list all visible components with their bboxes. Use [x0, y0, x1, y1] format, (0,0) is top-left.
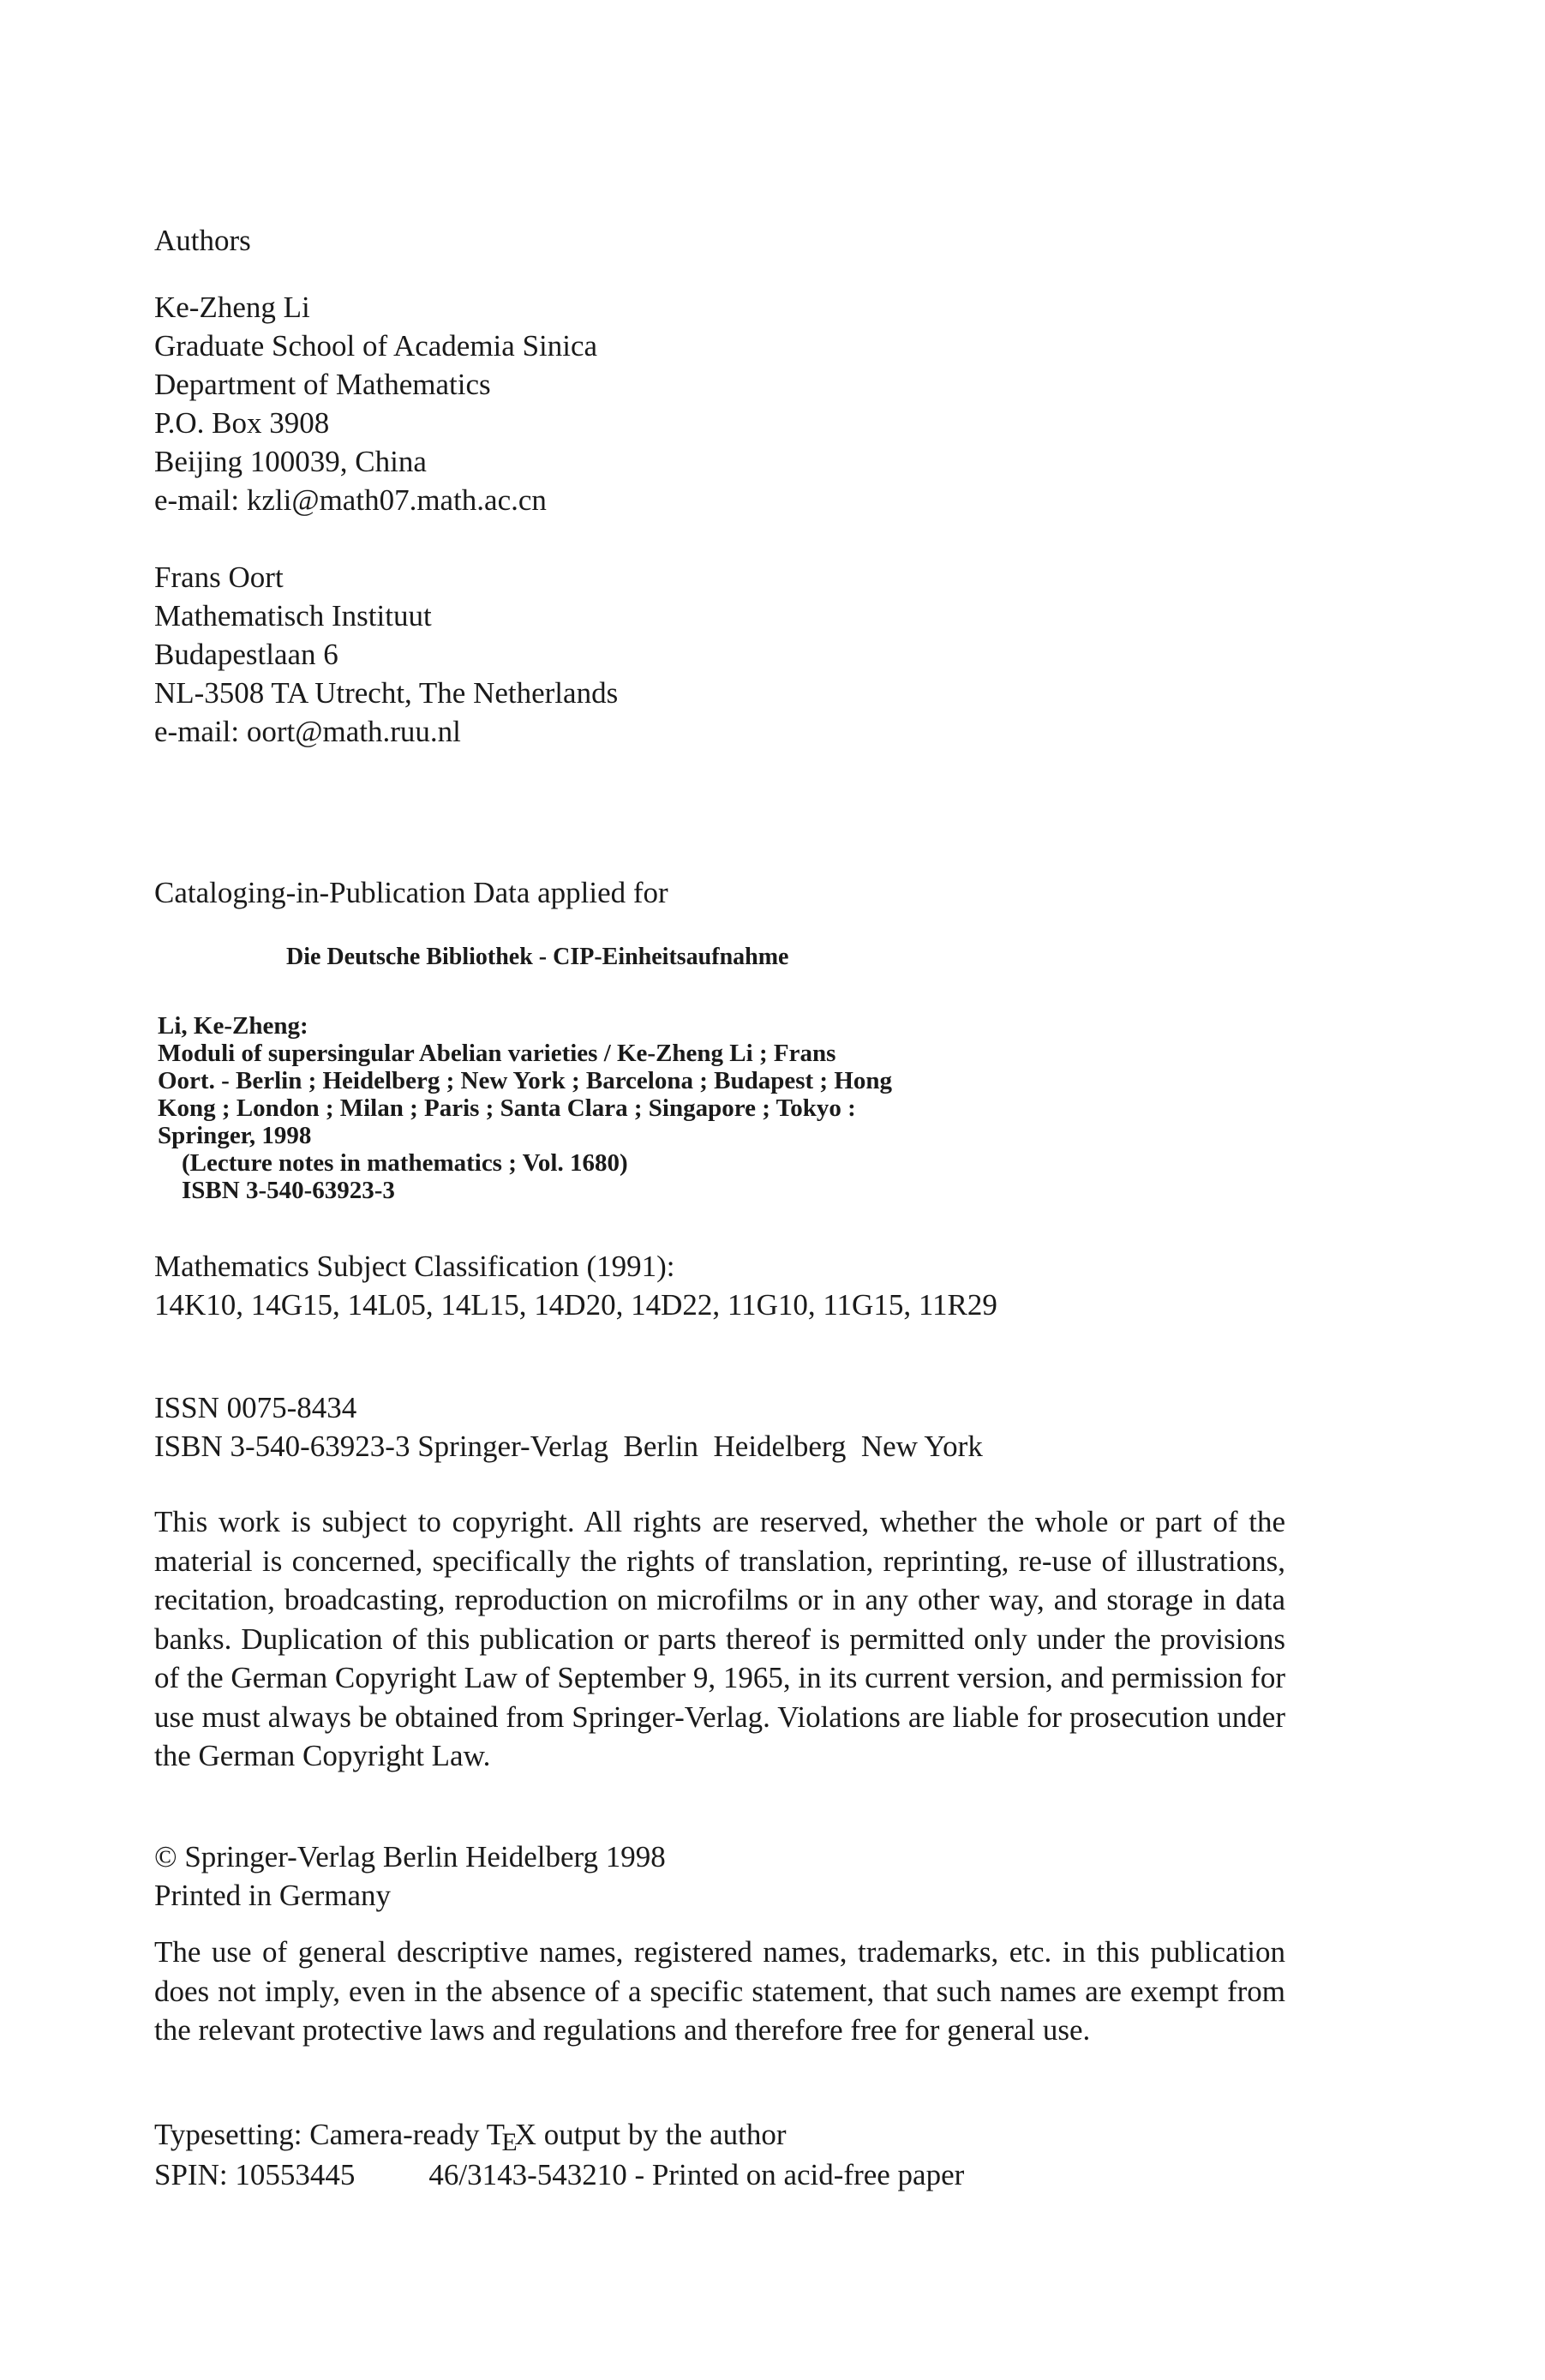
cip-series: (Lecture notes in mathematics ; Vol. 1680) [182, 1149, 628, 1177]
author-address-line: Budapestlaan 6 [154, 638, 338, 671]
tex-logo-t: T [486, 2118, 505, 2151]
issn: ISSN 0075-8434 [154, 1391, 357, 1424]
spin-label: SPIN: 10553445 [154, 2158, 356, 2191]
issn-isbn [154, 1388, 983, 1466]
cip-isbn: ISBN 3-540-63923-3 [182, 1177, 395, 1204]
cip-line: Springer, 1998 [158, 1122, 312, 1149]
author-block-li [154, 288, 597, 519]
cataloging-note [154, 873, 668, 912]
trademark-statement: The use of general descriptive names, registered names, trademarks, etc. in this publication does not imply, even in the absence of a specific statement, that such names are exempt from the relevant protective laws and regulations and therefore free for general use. [154, 1935, 1285, 2047]
tex-logo [486, 2118, 536, 2156]
author-name: Ke-Zheng Li [154, 291, 310, 324]
author-address-line: P.O. Box 3908 [154, 406, 330, 440]
cip-line: Oort. - Berlin ; Heidelberg ; New York ; Barcelona ; Budapest ; Hong [158, 1067, 893, 1094]
typesetting-prefix: Typesetting: Camera-ready [154, 2118, 487, 2151]
isbn: ISBN 3-540-63923-3 Springer-Verlag Berlin Heidelberg New York [154, 1430, 983, 1463]
author-address-line: NL-3508 TA Utrecht, The Netherlands [154, 676, 619, 710]
author-email: e-mail: oort@math.ruu.nl [154, 715, 461, 748]
typesetting-line [154, 2115, 964, 2155]
production-info [154, 2115, 964, 2194]
copyright-statement: This work is subject to copyright. All rights are reserved, whether the whole or part of the material is concerned, specifically the rights of translation, reprinting, re-use of illustrations, recitation, broadcasting, reproduction on microfilms or in any other way, and storage in data banks. Duplication of this publication or parts thereof is permitted only under the provisions of the German Copyright Law of September 9, 1965, in its current version, and permission for use must always be obtained from Springer-Verlag. Violations are liable for prosecution under the German Copyright Law. [154, 1505, 1285, 1772]
spin-line [154, 2155, 964, 2194]
cataloging-note-text: Cataloging-in-Publication Data applied for [154, 876, 668, 909]
tex-logo-e: E [501, 2127, 518, 2156]
copyright-notice [154, 1837, 666, 1915]
tex-logo-x: X [514, 2118, 536, 2151]
spin-number: 46/3143-543210 - Printed on acid-free paper [428, 2158, 965, 2191]
author-address-line: Graduate School of Academia Sinica [154, 329, 598, 363]
author-name: Frans Oort [154, 561, 284, 594]
classification-codes: 14K10, 14G15, 14L05, 14L15, 14D20, 14D22, 11G10, 11G15, 11R29 [154, 1288, 997, 1322]
author-address-line: Department of Mathematics [154, 368, 491, 401]
cip-author: Li, Ke-Zheng: [158, 1012, 308, 1040]
author-block-oort [154, 558, 618, 751]
cip-record [158, 1012, 892, 1204]
author-address-line: Mathematisch Instituut [154, 599, 432, 632]
cip-line: Kong ; London ; Milan ; Paris ; Santa Clara ; Singapore ; Tokyo : [158, 1094, 856, 1122]
copyright-line: © Springer-Verlag Berlin Heidelberg 1998 [154, 1840, 666, 1873]
classification-label: Mathematics Subject Classification (1991): [154, 1250, 675, 1283]
typesetting-suffix: output by the author [536, 2118, 787, 2151]
authors-heading-text: Authors [154, 224, 251, 257]
author-email: e-mail: kzli@math07.math.ac.cn [154, 483, 547, 517]
printed-in: Printed in Germany [154, 1879, 392, 1912]
cip-heading: Die Deutsche Bibliothek - CIP-Einheitsaufnahme [286, 944, 789, 970]
authors-heading [154, 221, 251, 260]
subject-classification [154, 1247, 997, 1324]
cip-line: Moduli of supersingular Abelian varieties / Ke-Zheng Li ; Frans [158, 1040, 836, 1067]
author-address-line: Beijing 100039, China [154, 445, 427, 478]
